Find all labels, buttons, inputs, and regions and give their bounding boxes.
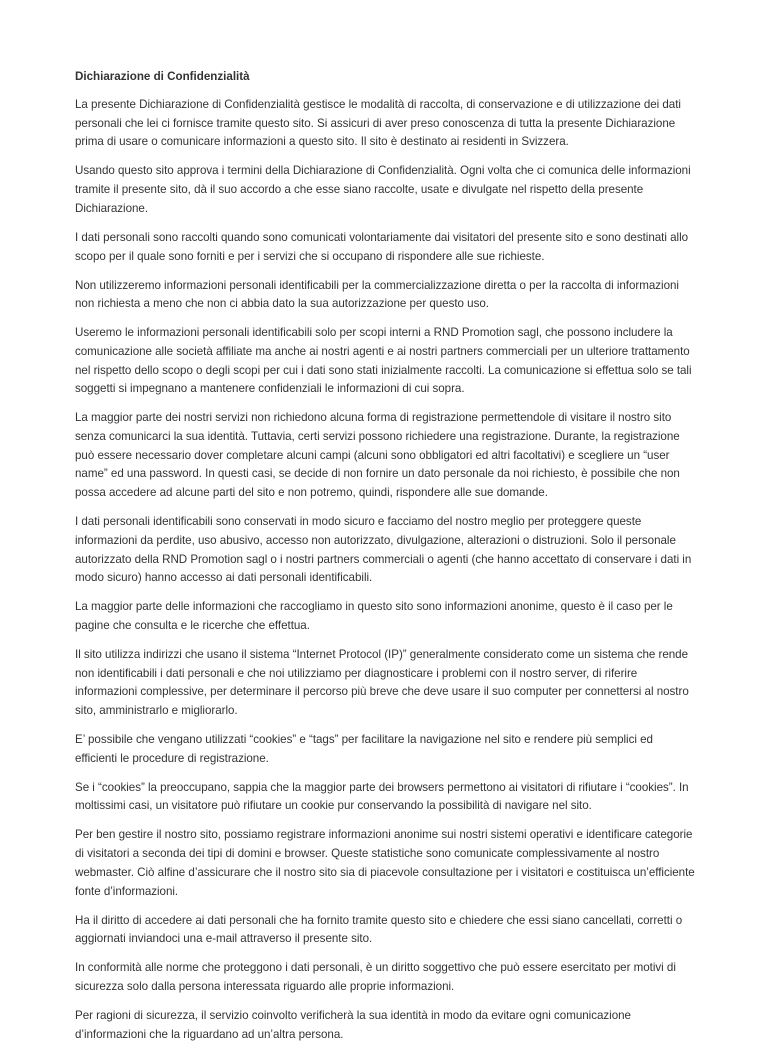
paragraph-9: Il sito utilizza indirizzi che usano il sistema “Internet Protocol (IP)” generalmente considerato come un sistema che rende non identificabili i dati personali e che noi utilizziamo per diagnosticare i problemi con il nostro server, di riferire informazioni complessive, per determinare il percorso più breve che deve usare il suo computer per connettersi al nostro sito, amministrarlo e migliorarlo. — [75, 647, 689, 718]
paragraph-12: Per ben gestire il nostro sito, possiamo registrare informazioni anonime sui nostri sistemi operativi e identificare categorie di visitatori a seconda dei tipi di domini e browser. Queste statistiche sono comunicate complessivamente al nostro webmaster. Ciò alfine d’assicurare che il nostro sito sia di piacevole consultazione per i visitatori e costituisca un’efficiente fonte d’informazioni. — [75, 828, 695, 898]
paragraph-3: I dati personali sono raccolti quando sono comunicati volontariamente dai visitatori del presente sito e sono destinati allo scopo per il quale sono forniti e per i servizi che si occupano di rispondere alle sue richieste. — [75, 230, 689, 263]
paragraph-5: Useremo le informazioni personali identificabili solo per scopi interni a RND Promotion sagl, che possono includere la comunicazione alle società affiliate ma anche ai nostri agenti e ai nostri partners commerciali per un ulteriore trattamento nel rispetto dello scopo o degli scopi per cui i dati sono stati inizialmente raccolti. La comunicazione si effettua solo se tali soggetti si impegnano a mantenere confidenziali le informazioni di cui sopra. — [75, 326, 692, 396]
paragraph-13: Ha il diritto di accedere ai dati personali che ha fornito tramite questo sito e chiedere che essi siano cancellati, corretti o aggiornati inviandoci una e-mail attraverso il presente sito. — [75, 913, 683, 946]
paragraph-8: La maggior parte delle informazioni che raccogliamo in questo sito sono informazioni anonime, questo è il caso per le pagine che consulta e le ricerche che effettua. — [75, 600, 673, 632]
document-page — [75, 68, 695, 1055]
paragraph-11: Se i “cookies” la preoccupano, sappia che la maggior parte dei browsers permettono ai visitatori di rifiutare i “cookies”. In moltissimi casi, un visitatore può rifiutare un cookie pur conservando la possibilità di navigare nel sito. — [75, 780, 689, 813]
paragraph-1: La presente Dichiarazione di Confidenzialità gestisce le modalità di raccolta, di conservazione e di utilizzazione dei dati personali che lei ci fornisce tramite questo sito. Si assicuri di aver preso conoscenza di tutta la presente Dichiarazione prima di usare o comunicare informazioni a questo sito. Il sito è destinato ai residenti in Svizzera. — [75, 98, 681, 149]
paragraph-10: E’ possibile che vengano utilizzati “cookies” e “tags” per facilitare la navigazione nel sito e rendere più semplici ed efficienti le procedure di registrazione. — [75, 733, 653, 765]
paragraph-14: In conformità alle norme che proteggono i dati personali, è un diritto soggettivo che può essere esercitato per motivi di sicurezza solo dalla persona interessata riguardo alle proprie informazioni. — [75, 961, 676, 993]
document-title: Dichiarazione di Confidenzialità — [75, 70, 250, 83]
paragraph-2: Usando questo sito approva i termini della Dichiarazione di Confidenzialità. Ogni volta che ci comunica delle informazioni tramite il presente sito, dà il suo accordo a che esse siano raccolte, usate e divulgate nel rispetto della presente Dichiarazione. — [75, 164, 691, 215]
paragraph-6: La maggior parte dei nostri servizi non richiedono alcuna forma di registrazione permettendole di visitare il nostro sito senza comunicarci la sua identità. Tuttavia, certi servizi possono richiedere una registrazione. Durante, la registrazione può essere necessario dover completare alcuni campi (alcuni sono obbligatori ed altri facoltativi) e scegliere un “user name” ed una password. In questi casi, se decide di non fornire un dato personale da noi richiesto, è possibile che non possa accedere ad alcune parti del sito e non potremo, quindi, rispondere alle sue domande. — [75, 411, 680, 500]
paragraph-15: Per ragioni di sicurezza, il servizio coinvolto verificherà la sua identità in modo da evitare ogni comunicazione d’informazioni che la riguardano ad un’altra persona. — [75, 1008, 631, 1041]
paragraph-7: I dati personali identificabili sono conservati in modo sicuro e facciamo del nostro meglio per proteggere queste informazioni da perdite, uso abusivo, accesso non autorizzato, divulgazione, alterazioni o distruzioni. Solo il personale autorizzato della RND Promotion sagl o i nostri partners commerciali o agenti (che hanno accettato di conservare i dati in modo sicuro) hanno accesso ai dati personali identificabili. — [75, 515, 692, 585]
paragraph-4: Non utilizzeremo informazioni personali identificabili per la commercializzazione diretta o per la raccolta di informazioni non richiesta a meno che non ci abbia dato la sua autorizzazione per questo uso. — [75, 278, 679, 311]
